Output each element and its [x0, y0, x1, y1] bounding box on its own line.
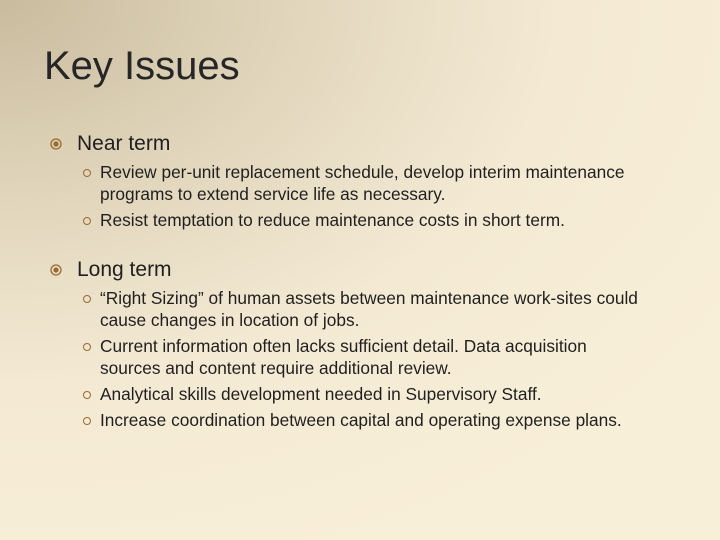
near-term-list — [44, 161, 640, 231]
target-bullet-icon — [50, 138, 62, 150]
long-term-list — [44, 287, 640, 431]
list-item — [44, 383, 640, 405]
target-bullet-icon — [50, 264, 62, 276]
hollow-circle-bullet-icon — [83, 343, 91, 351]
list-item-text: Review per-unit replacement schedule, develop interim maintenance programs to extend service life as necessary. — [100, 162, 625, 204]
hollow-circle-bullet-icon — [83, 417, 91, 425]
hollow-circle-bullet-icon — [83, 169, 91, 177]
list-item-text: Increase coordination between capital and operating expense plans. — [100, 410, 622, 430]
list-item — [44, 335, 640, 379]
section-label-near-term: Near term — [77, 132, 171, 155]
section-header — [44, 132, 640, 158]
section-near-term — [44, 132, 640, 231]
section-header — [44, 258, 640, 284]
list-item — [44, 209, 640, 231]
section-label-long-term: Long term — [77, 258, 172, 281]
slide-title: Key Issues — [44, 44, 240, 88]
list-item — [44, 409, 640, 431]
section-long-term — [44, 258, 640, 431]
list-item-text: Current information often lacks sufficient detail. Data acquisition sources and content require additional review. — [100, 336, 587, 378]
hollow-circle-bullet-icon — [83, 391, 91, 399]
hollow-circle-bullet-icon — [83, 295, 91, 303]
hollow-circle-bullet-icon — [83, 217, 91, 225]
list-item — [44, 287, 640, 331]
list-item — [44, 161, 640, 205]
list-item-text: “Right Sizing” of human assets between maintenance work-sites could cause changes in location of jobs. — [100, 288, 638, 330]
list-item-text: Resist temptation to reduce maintenance costs in short term. — [100, 210, 565, 230]
list-item-text: Analytical skills development needed in Supervisory Staff. — [100, 384, 542, 404]
